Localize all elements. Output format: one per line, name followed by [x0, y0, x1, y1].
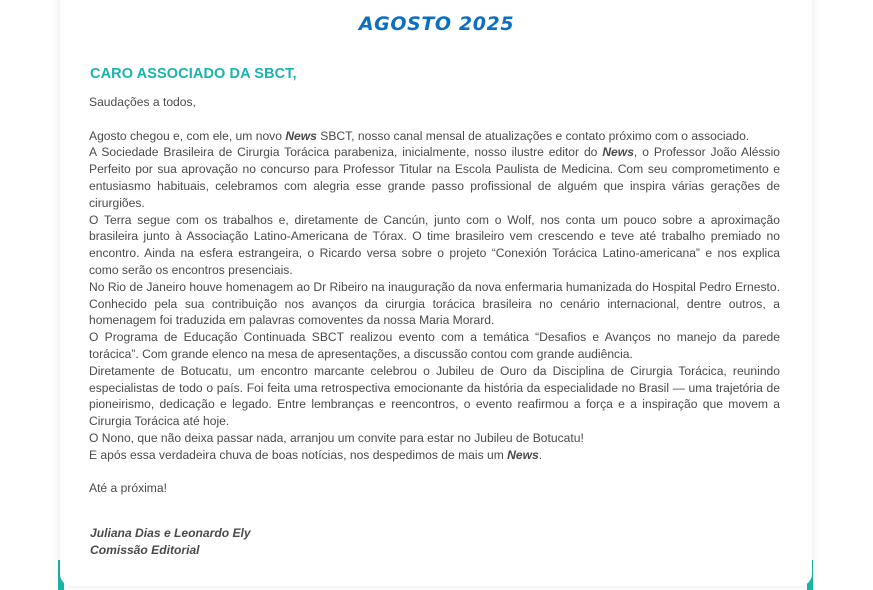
letter-body — [89, 94, 780, 464]
paragraph-rio: No Rio de Janeiro houve homenagem ao Dr Ribeiro na inauguração da nova enfermaria humanizada do Hospital Pedro Ernesto. Conhecido pela sua contribuição nos avanços da cirurgia torácica brasileira no cenário internacional, dentre outros, a homenagem foi traduzida em palavras comoventes da nossa Maria Morard. — [89, 279, 780, 328]
paragraph-congratulations: A Sociedade Brasileira de Cirurgia Torácica parabeniza, inicialmente, nosso ilustre editor do News, o Professor João Aléssio Perfeito por sua aprovação no concurso para Professor Titular na Escola Paulista de Medicina. Com seu comprometimento e entusiasmo habituais, celebramos com alegria esse grande passo profissional de alguém que inspira várias gerações de cirurgiões. — [89, 145, 781, 210]
paragraph-education: O Programa de Educação Continuada SBCT realizou evento com a temática “Desafios e Avanços no manejo da parede torácica”. Com grande elenco na mesa de apresentações, a discussão contou com grande audiência. — [89, 330, 780, 361]
news-emphasis: News — [602, 145, 634, 160]
signature-role: Comissão Editorial — [90, 543, 200, 557]
issue-title: AGOSTO 2025 — [358, 13, 515, 35]
paragraph-cancun: O Terra segue com os trabalhos e, diretamente de Cancún, junto com o Wolf, nos conta um pouco sobre a aproximação brasileira junto à Associação Latino-Americana de Tórax. O time brasileiro vem crescendo e teve até trabalho premiado no encontro. Ainda na esfera estrangeira, o Ricardo versa sobre o projeto “Conexión Torácica Latino-americana” e nos explica como serão os encontros presenciais. — [89, 212, 780, 277]
signature-block — [90, 525, 251, 559]
news-emphasis: News — [285, 128, 317, 143]
paragraph-nono: O Nono, que não deixa passar nada, arranjou um convite para estar no Jubileu de Botucatu! — [89, 430, 584, 445]
paragraph-botucatu: Diretamente de Botucatu, um encontro marcante celebrou o Jubileu de Ouro da Disciplina de Cirurgia Torácica, reunindo especialistas de todo o país. Foi feita uma retrospectiva emocionante da história da especialidade no Brasil — uma trajetória de pioneirismo, dedicação e legado. Entre lembranças e reencontros, o evento reafirmou a força e a inspiração que movem a Cirurgia Torácica até hoje. — [89, 363, 780, 429]
news-emphasis: News — [507, 447, 539, 462]
paragraph-intro: Agosto chegou e, com ele, um novo News SBCT, nosso canal mensal de atualizações e contato próximo com o associado. — [89, 128, 750, 143]
salutation: Saudações a todos, — [89, 95, 196, 109]
signature-names: Juliana Dias e Leonardo Ely — [90, 526, 251, 540]
greeting-heading: CARO ASSOCIADO DA SBCT, — [90, 66, 297, 82]
paragraph-farewell: E após essa verdadeira chuva de boas notícias, nos despedimos de mais um News. — [89, 447, 543, 462]
closing-line: Até a próxima! — [89, 481, 167, 495]
